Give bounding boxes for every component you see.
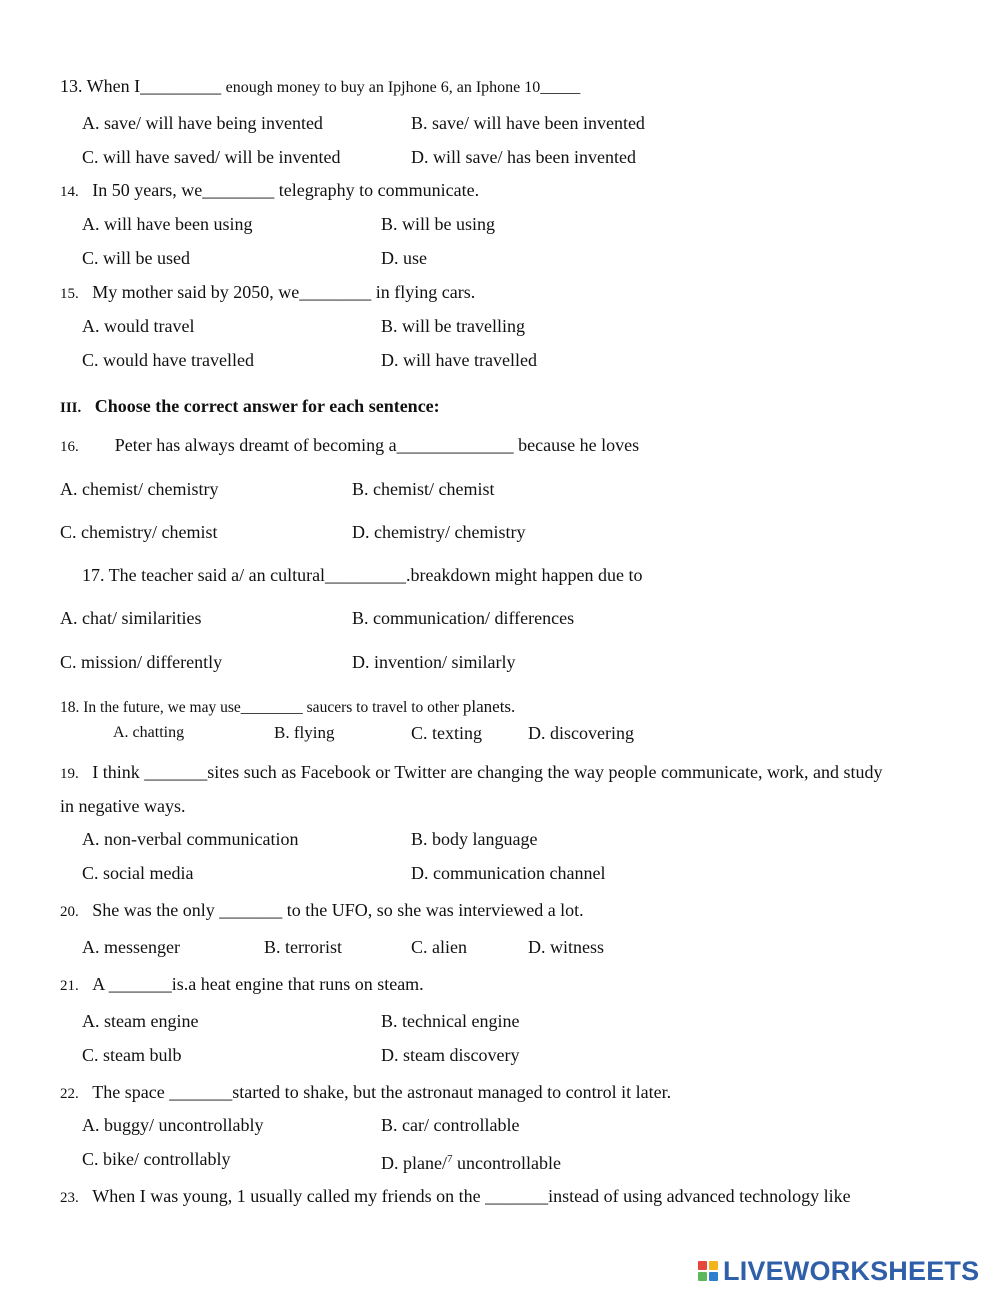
q22-option-d-superscript: 7 <box>446 1153 453 1165</box>
q16-option-a[interactable]: A. chemist/ chemistry <box>60 479 219 499</box>
q18-stem <box>60 695 515 719</box>
q15-option-a[interactable]: A. would travel <box>82 316 195 336</box>
q21-option-c[interactable]: C. steam bulb <box>82 1045 182 1065</box>
q18-option-a[interactable]: A. chatting <box>113 724 185 741</box>
q18-option-d[interactable]: D. discovering <box>528 723 634 743</box>
q16-stem <box>60 434 639 458</box>
q15-number: 15. <box>60 286 79 302</box>
q21-option-d[interactable]: D. steam discovery <box>381 1045 520 1065</box>
q16-option-d[interactable]: D. chemistry/ chemistry <box>352 522 526 542</box>
q22-option-b[interactable]: B. car/ controllable <box>381 1115 520 1135</box>
logo-square-red <box>698 1261 707 1270</box>
logo-square-green <box>698 1272 707 1281</box>
q22-number: 22. <box>60 1086 79 1102</box>
q13-option-b[interactable]: B. save/ will have been invented <box>411 113 645 133</box>
liveworksheets-logo-text: LIVEWORKSHEETS <box>723 1255 980 1286</box>
logo-square-yellow <box>709 1261 718 1270</box>
q13-stem-rest: enough money to buy an Ipjhone 6, an Iphone 10_____ <box>225 79 581 96</box>
section-3-title: Choose the correct answer for each sentence: <box>94 396 440 416</box>
q20-number: 20. <box>60 904 79 920</box>
q15-stem <box>60 281 475 305</box>
q14-option-a[interactable]: A. will have been using <box>82 214 253 234</box>
q19-option-a[interactable]: A. non-verbal communication <box>82 829 299 849</box>
q23-number: 23. <box>60 1190 79 1206</box>
q16-option-c[interactable]: C. chemistry/ chemist <box>60 522 218 542</box>
q19-text: I think _______sites such as Facebook or Twitter are changing the way people communicate, work, and study <box>92 762 883 782</box>
q13-option-a[interactable]: A. save/ will have being invented <box>82 113 323 133</box>
section-3-heading <box>60 395 440 419</box>
q21-number: 21. <box>60 978 79 994</box>
q15-option-d[interactable]: D. will have travelled <box>381 350 537 370</box>
q20-option-c[interactable]: C. alien <box>411 937 467 957</box>
q19-option-c[interactable]: C. social media <box>82 863 194 883</box>
q22-option-a[interactable]: A. buggy/ uncontrollably <box>82 1115 264 1135</box>
q18-option-c[interactable]: C. texting <box>411 723 482 743</box>
q20-option-a[interactable]: A. messenger <box>82 937 180 957</box>
q19-number: 19. <box>60 766 79 782</box>
q14-option-b[interactable]: B. will be using <box>381 214 496 234</box>
q14-text: In 50 years, we________ telegraphy to communicate. <box>92 180 480 200</box>
q16-option-b[interactable]: B. chemist/ chemist <box>352 479 495 499</box>
q17-option-d[interactable]: D. invention/ similarly <box>352 652 516 672</box>
q20-stem <box>60 899 584 923</box>
q15-text: My mother said by 2050, we________ in flying cars. <box>92 282 476 302</box>
liveworksheets-logo-icon <box>698 1261 718 1281</box>
section-3-number: III. <box>60 400 82 416</box>
q19-stem-continued: in negative ways. <box>60 796 186 816</box>
q17-option-a[interactable]: A. chat/ similarities <box>60 608 202 628</box>
q18-stem-start: 18. In the future, we may use________ saucers to travel to other <box>60 699 463 716</box>
q15-option-c[interactable]: C. would have travelled <box>82 350 254 370</box>
q22-option-d-end: uncontrollable <box>452 1153 561 1173</box>
q18-option-b[interactable]: B. flying <box>274 723 335 742</box>
q14-option-d[interactable]: D. use <box>381 248 427 268</box>
q22-option-c[interactable]: C. bike/ controllably <box>82 1149 231 1169</box>
q19-stem <box>60 761 882 785</box>
q19-option-d[interactable]: D. communication channel <box>411 863 606 883</box>
q16-number: 16. <box>60 439 79 455</box>
q20-option-b[interactable]: B. terrorist <box>264 937 342 957</box>
q23-text: When I was young, 1 usually called my friends on the _______instead of using advanced technology like <box>92 1186 851 1206</box>
q23-stem <box>60 1185 851 1209</box>
q22-option-d-start: D. plane/ <box>381 1153 447 1173</box>
q21-stem <box>60 973 424 997</box>
liveworksheets-watermark <box>698 1257 979 1285</box>
q13-option-c[interactable]: C. will have saved/ will be invented <box>82 147 341 167</box>
q17-option-b[interactable]: B. communication/ differences <box>352 608 575 628</box>
q22-text: The space _______started to shake, but the astronaut managed to control it later. <box>92 1082 672 1102</box>
q19-option-b[interactable]: B. body language <box>411 829 538 849</box>
q13-stem-start: 13. When I_________ <box>60 76 226 96</box>
q22-stem <box>60 1081 671 1105</box>
q16-text: Peter has always dreamt of becoming a_____________ because he loves <box>114 435 640 455</box>
q17-stem: 17. The teacher said a/ an cultural_________.breakdown might happen due to <box>82 565 643 585</box>
q21-text: A _______is.a heat engine that runs on steam. <box>92 974 424 994</box>
q21-option-b[interactable]: B. technical engine <box>381 1011 520 1031</box>
q21-option-a[interactable]: A. steam engine <box>82 1011 199 1031</box>
q13-option-d[interactable]: D. will save/ has been invented <box>411 147 636 167</box>
q14-number: 14. <box>60 184 79 200</box>
q22-option-d[interactable] <box>381 1148 561 1174</box>
q15-option-b[interactable]: B. will be travelling <box>381 316 525 336</box>
q20-option-d[interactable]: D. witness <box>528 937 604 957</box>
q13-stem <box>60 75 580 99</box>
q20-text: She was the only _______ to the UFO, so she was interviewed a lot. <box>92 900 584 920</box>
q17-option-c[interactable]: C. mission/ differently <box>60 652 223 672</box>
q14-stem <box>60 179 479 203</box>
logo-square-blue <box>709 1272 718 1281</box>
q18-stem-end: planets. <box>462 697 516 716</box>
q14-option-c[interactable]: C. will be used <box>82 248 190 268</box>
